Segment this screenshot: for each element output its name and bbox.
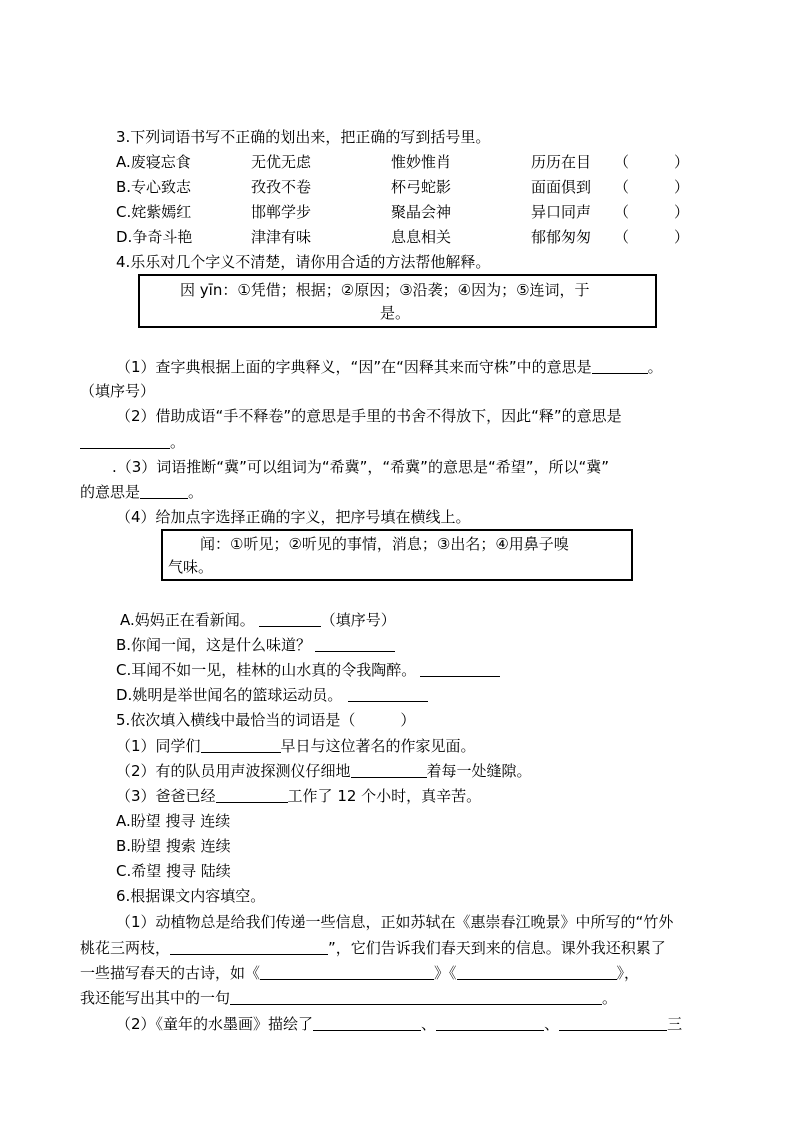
q3-row-a-c2: 无优无虑 [251,153,312,171]
q4-item-d-text: D.姚明是举世闻名的篮球运动员。 [116,686,343,704]
q3-row-c-c2: 邯郸学步 [251,203,312,221]
q5-s1 [116,736,476,756]
q3-row-c-paren: （ ） [614,203,690,221]
q4-s2-blank[interactable] [80,434,170,449]
q3-row-a-c1: A.废寝忘食 [116,153,191,171]
q6-p1-title-blank-1[interactable] [260,965,434,980]
q4-item-b-blank[interactable] [315,637,395,652]
q4-s3-line2 [80,482,203,502]
q5-s3-blank[interactable] [216,788,288,803]
q6-p2-blank-2[interactable] [436,1016,544,1031]
q3-row-c-c1: C.姹紫嫣红 [116,203,192,221]
q4-item-a-blank[interactable] [259,612,321,627]
q4-item-d [116,685,428,705]
q6-p1-l2b: ”，它们告诉我们春天到来的信息。课外我还积累了 [328,939,666,957]
q6-p2-sep2: 、 [544,1015,560,1033]
q4-item-a-after: （填序号） [320,611,396,629]
q6-p1-l4b: 。 [602,989,618,1007]
q6-p1-title-blank-2[interactable] [457,965,617,980]
q3-title: 3.下列词语书写不正确的划出来，把正确的写到括号里。 [116,128,491,146]
q4-s3-blank[interactable] [140,484,188,499]
q4-s2-line2 [80,432,185,452]
q4-item-d-blank[interactable] [348,687,428,702]
q4-title: 4.乐乐对几个字义不清楚，请你用合适的方法帮他解释。 [116,253,491,271]
q4-item-c [116,660,500,680]
q6-p2-blank-1[interactable] [313,1016,421,1031]
q5-option-a: A.盼望 搜寻 连续 [116,812,231,830]
q3-row-b-paren: （ ） [614,178,690,196]
q3-row-d-c2: 津津有味 [251,228,312,246]
q6-p1-line4 [80,988,617,1008]
q4-s2-text: （2）借助成语“手不释卷”的意思是手里的书舍不得放下，因此“释”的意思是 [116,407,622,425]
q4-s1-blank[interactable] [592,359,648,374]
q5-s3-pre: （3）爸爸已经 [116,787,216,805]
q4-item-b-text: B.你闻一闻，这是什么味道？ [116,636,312,654]
q4-s1-end: 。 [647,358,663,376]
q6-title: 6.根据课文内容填空。 [116,887,266,905]
q3-row-d-paren: （ ） [614,228,690,246]
q4-box1-line2: 是。 [380,304,411,322]
q4-item-a-text: A.妈妈正在看新闻。 [120,611,255,629]
q5-option-b: B.盼望 搜索 连续 [116,837,231,855]
q6-p1-verse-blank[interactable] [230,990,602,1005]
q6-p1-line1: （1）动植物总是给我们传递一些信息，正如苏轼在《惠崇春江晚景》中所写的“竹外 [116,913,674,931]
q3-row-a-c4: 历历在目 [531,153,592,171]
q6-p1-poem-blank[interactable] [170,940,328,955]
q6-p1-l3a: 一些描写春天的古诗，如《 [80,964,261,982]
q4-item-c-blank[interactable] [420,662,500,677]
q6-p2-sep1: 、 [421,1015,437,1033]
q4-box1-line1: 因 yīn：①凭借；根据；②原因；③沿袭；④因为；⑤连词，于 [180,281,590,299]
q5-s3-post: 工作了 12 个小时，真辛苦。 [287,787,482,805]
q3-row-b-c2: 孜孜不卷 [251,178,312,196]
q3-row-c-c3: 聚晶会神 [391,203,452,221]
q6-p2-a: （2）《童年的水墨画》描绘了 [116,1015,314,1033]
q4-item-b [116,635,395,655]
q4-item-c-text: C.耳闻不如一见，桂林的山水真的令我陶醉。 [116,661,417,679]
q6-p1-l2a: 桃花三两枝， [80,939,171,957]
q3-row-a-c3: 惟妙惟肖 [391,153,452,171]
q3-row-c-c4: 异口同声 [531,203,592,221]
q4-s3-text: .（3）词语推断“冀”可以组词为“希冀”，“希冀”的意思是“希望”，所以“冀” [112,458,610,476]
q4-box2-line2: 气味。 [168,558,214,576]
q4-box2-line1: 闻：①听见；②听见的事情，消息；③出名；④用鼻子嗅 [200,535,569,553]
q5-option-c: C.希望 搜寻 陆续 [116,862,231,880]
q3-row-d-c1: D.争奇斗艳 [116,228,193,246]
q5-s1-pre: （1）同学们 [116,737,201,755]
q3-row-b-c1: B.专心致志 [116,178,192,196]
q5-s1-blank[interactable] [201,738,281,753]
q5-title: 5.依次填入横线中最恰当的词语是（ ） [116,711,416,729]
q6-p2 [116,1014,682,1034]
q3-row-b-c3: 杯弓蛇影 [391,178,452,196]
q6-p1-line2 [80,938,666,958]
q5-s1-post: 早日与这位著名的作家见面。 [280,737,476,755]
q3-row-b-c4: 面面俱到 [531,178,592,196]
q6-p2-end: 三 [667,1015,683,1033]
q6-p1-line3 [80,963,639,983]
q6-p1-l3c: 》， [616,964,640,982]
q4-s4-text: （4）给加点字选择正确的字义，把序号填在横线上。 [116,508,471,526]
q4-s2-end: 。 [170,433,186,451]
q4-s3-line2-text: 的意思是 [80,483,141,501]
q4-s1-text: （1）查字典根据上面的字典释义，“因”在“因释其来而守株”中的意思是 [116,358,592,376]
q5-s2-blank[interactable] [351,763,427,778]
q4-s1 [116,357,663,377]
q6-p1-l4a: 我还能写出其中的一句 [80,989,231,1007]
q3-row-d-c4: 郁郁匆匆 [531,228,592,246]
q4-s1-line2: （填序号） [80,382,156,400]
q5-s3 [116,786,481,806]
q6-p1-l3b: 》《 [434,964,457,982]
q5-s2-pre: （2）有的队员用声波探测仪仔细地 [116,762,351,780]
q3-row-d-c3: 息息相关 [391,228,452,246]
q5-s2 [116,761,532,781]
q5-s2-post: 着每一处缝隙。 [426,762,532,780]
q4-s3-end: 。 [188,483,204,501]
q3-row-a-paren: （ ） [614,153,690,171]
q6-p2-blank-3[interactable] [559,1016,667,1031]
q4-item-a [120,610,396,630]
